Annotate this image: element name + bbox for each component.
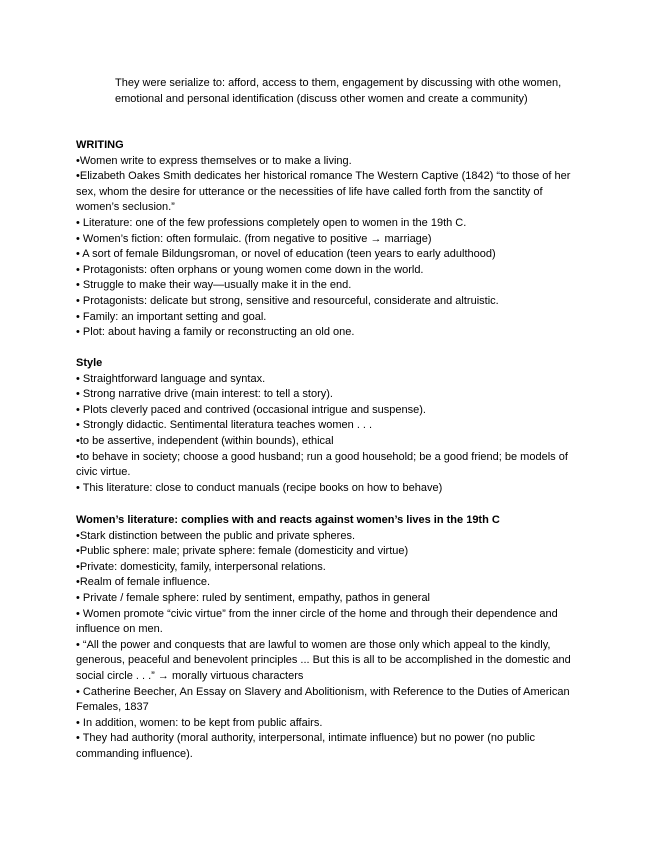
section-style (76, 356, 576, 496)
list-item: • They had authority (moral authority, interpersonal, intimate influence) but no power (no public commanding influence). (76, 732, 535, 760)
list-item: • Catherine Beecher, An Essay on Slavery and Abolitionism, with Reference to the Duties of American Females, 1837 (76, 685, 570, 714)
list-item: •to be assertive, independent (within bounds), ethical (76, 434, 334, 447)
list-item: • Strongly didactic. Sentimental literatura teaches women . . . (76, 419, 373, 432)
section-heading-womens-literature: Women’s literature: complies with and reacts against women’s lives in the 19th C (76, 514, 500, 526)
list-item: • In addition, women: to be kept from public affairs. (76, 716, 323, 729)
list-item: •Stark distinction between the public and private spheres. (76, 529, 356, 542)
list-item: •Private: domesticity, family, interpersonal relations. (76, 560, 326, 573)
list-item: • Plots cleverly paced and contrived (occasional intrigue and suspense). (76, 403, 426, 416)
list-item: • Strong narrative drive (main interest: to tell a story). (76, 388, 333, 401)
section-womens-literature (76, 513, 576, 763)
list-item: •Realm of female influence. (76, 576, 211, 589)
list-item: •Elizabeth Oakes Smith dedicates her historical romance The Western Captive (1842) “to those of her sex, whom the desire for utterance or the necessities of life have called forth from the sanctity of women’s seclusion.” (76, 170, 571, 214)
list-item: • Struggle to make their way—usually make it in the end. (76, 279, 352, 292)
list-item: •Public sphere: male; private sphere: female (domesticity and virtue) (76, 545, 409, 558)
list-item: • Private / female sphere: ruled by sentiment, empathy, pathos in general (76, 591, 431, 604)
section-writing (76, 138, 576, 341)
list-item: • A sort of female Bildungsroman, or novel of education (teen years to early adulthood) (76, 248, 496, 261)
section-heading-writing: WRITING (76, 139, 124, 151)
list-item: • Plot: about having a family or reconstructing an old one. (76, 326, 355, 339)
list-item: • Women promote “civic virtue” from the inner circle of the home and through their dependence and influence on men. (76, 607, 558, 636)
intro-text: They were serialize to: afford, access to them, engagement by discussing with othe women, emotional and personal identification (discuss other women and create a community) (115, 77, 562, 105)
list-item: • Straightforward language and syntax. (76, 372, 266, 385)
list-item: • Protagonists: delicate but strong, sensitive and resourceful, considerate and altruistic. (76, 294, 499, 307)
list-item: • This literature: close to conduct manuals (recipe books on how to behave) (76, 481, 443, 494)
list-item: •Women write to express themselves or to make a living. (76, 154, 352, 167)
list-item: • Literature: one of the few professions completely open to women in the 19th C. (76, 216, 467, 229)
list-item: • “All the power and conquests that are lawful to women are those only which appeal to the kindly, generous, peaceful and benevolent principles ... But this is all to be accomplished in the domestic and social circle . . .” → morally virtuous characters (76, 638, 571, 682)
section-heading-style: Style (76, 357, 103, 369)
list-item: • Women’s fiction: often formulaic. (from negative to positive → marriage) (76, 232, 432, 245)
list-item: • Family: an important setting and goal. (76, 310, 267, 323)
list-item: •to behave in society; choose a good husband; run a good household; be a good friend; be models of civic virtue. (76, 450, 568, 479)
list-item: • Protagonists: often orphans or young women come down in the world. (76, 263, 424, 276)
intro-paragraph (115, 76, 575, 107)
